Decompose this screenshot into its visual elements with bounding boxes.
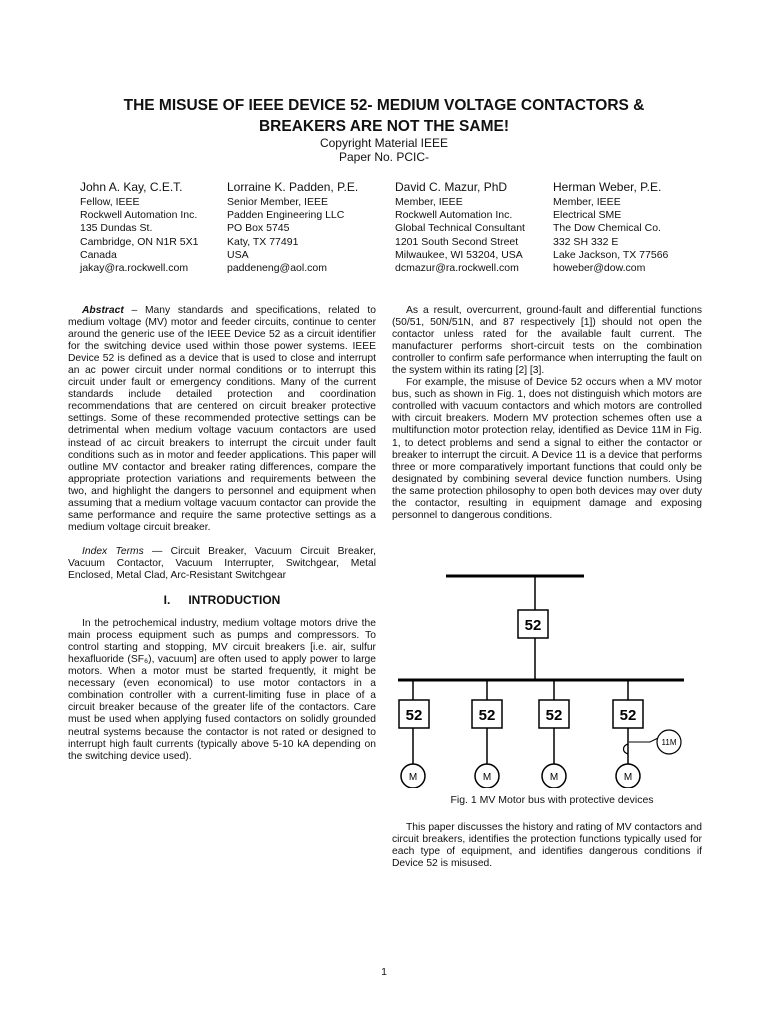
author-email: howeber@dow.com	[553, 262, 646, 275]
paper-subtitle	[200, 136, 568, 164]
author-line: Canada	[80, 248, 117, 261]
author-line: USA	[227, 248, 249, 261]
figure-1-caption: Fig. 1 MV Motor bus with protective devices	[450, 794, 654, 806]
author-3	[395, 180, 525, 275]
left-column	[68, 305, 376, 763]
abstract-label: Abstract	[82, 305, 124, 316]
author-line: Member, IEEE	[553, 196, 621, 208]
motor-label: M	[549, 772, 559, 783]
author-line: Lake Jackson, TX 77566	[553, 248, 669, 261]
page-number: 1	[381, 966, 387, 978]
abstract-text: Many standards and specifications, related to medium voltage (MV) motor and feeder circuits, continue to center around the generic use of the IEEE Device 52 as a circuit identifier for the switching device used within those power systems. IEEE Device 52 is defined as a device that is used to close and interrupt an ac power circuit under normal conditions or to interrupt this circuit under fault or emergency conditions. Many of the current standards include detailed protection and coordination recommendations that are centered on circuit breaker protective settings. Some of these recommended protective settings can be detrimental when medium voltage vacuum contactors are used instead of ac circuit breakers to interrupt the circuit under fault conditions such as in motor and feeder applications. This paper will outline MV contactor and breaker rating differences, compare the appropriate protection variations and requirements between the two, and highlight the dangers to personnel and equipment when assuming that a medium voltage vacuum contactor can provide the same performance and require the same protective settings as a medium voltage circuit breaker.	[68, 305, 376, 533]
author-line: Fellow, IEEE	[80, 196, 140, 208]
author-email: jakay@ra.rockwell.com	[80, 262, 189, 275]
index-terms-dash: —	[143, 545, 171, 557]
body-paragraph: This paper discusses the history and rating of MV contactors and circuit breakers, identifies the protection functions typically used for each type of equipment, and identifies dangerous conditions if Device 52 is misused.	[392, 822, 702, 870]
index-terms-label: Index Terms	[82, 545, 144, 557]
feeder-breaker-label: 52	[545, 707, 563, 724]
feeder-breaker-label: 52	[478, 707, 496, 724]
section-title: INTRODUCTION	[188, 593, 281, 608]
author-line: Padden Engineering LLC	[227, 209, 345, 222]
figure-1-diagram	[392, 568, 712, 788]
right-column-bottom	[392, 822, 702, 870]
author-name: John A. Kay, C.E.T.	[80, 180, 183, 194]
author-line: 1201 South Second Street	[395, 235, 519, 248]
section-heading	[68, 594, 376, 606]
author-line: PO Box 5745	[227, 222, 290, 235]
author-line: Senior Member, IEEE	[227, 196, 328, 208]
right-column-top	[392, 305, 702, 522]
author-name: David C. Mazur, PhD	[395, 180, 508, 194]
author-line: Member, IEEE	[395, 196, 463, 208]
index-terms-text: Circuit Breaker, Vacuum Circuit Breaker, Vacuum Contactor, Vacuum Interrupter, Switchgear, Metal Enclosed, Metal Clad, Arc-Resistant Switchgear	[68, 545, 376, 581]
author-email: dcmazur@ra.rockwell.com	[395, 262, 519, 275]
author-line: Milwaukee, WI 53204, USA	[395, 248, 523, 261]
abstract-dash: –	[123, 305, 145, 316]
feeder-breaker-label: 52	[619, 707, 637, 724]
author-line: The Dow Chemical Co.	[553, 222, 661, 235]
title-line-1: THE MISUSE OF IEEE DEVICE 52- MEDIUM VOLTAGE CONTACTORS &	[123, 97, 645, 114]
relay-signal-line	[629, 738, 658, 742]
relay-11m-label: 11M	[661, 738, 677, 747]
motor-label: M	[623, 772, 633, 783]
author-4	[553, 180, 668, 275]
motor-label: M	[408, 772, 418, 783]
intro-paragraph: In the petrochemical industry, medium voltage motors drive the main process equipment such as pumps and compressors. To control starting and stopping, MV circuit breakers [i.e. air, sulfur hexafluoride (SF₆), vacuum] are often used to apply power to large motors. When a motor must be started frequently, it might be necessary (even economical) to use motor contactors in a combination controller with a current-limiting fuse in place of a circuit breaker because of the greater life of the contactors. Care must be used when applying fused contactors on solidly grounded neutral systems because the contactor is not rated or designed to interrupt high fault currents (typically above 5-10 kA depending on the switching device used).	[68, 618, 376, 762]
author-name: Herman Weber, P.E.	[553, 180, 662, 194]
author-2	[227, 180, 358, 275]
author-line: Rockwell Automation Inc.	[80, 209, 198, 222]
motor-label: M	[482, 772, 492, 783]
author-1	[80, 180, 198, 275]
author-line: Electrical SME	[553, 209, 622, 222]
body-paragraph: As a result, overcurrent, ground-fault and differential functions (50/51, 50N/51N, and 87 respectively [1]) should not open the contactor unless rated for the available fault current. The manufacturer performs short-circuit tests on the combination controller to confirm safe performance when interrupting the fault on the system within its rating [2] [3].	[392, 305, 702, 377]
author-line: Katy, TX 77491	[227, 235, 299, 248]
paper-number: Paper No. PCIC-	[338, 150, 430, 164]
author-email: paddeneng@aol.com	[227, 262, 327, 275]
body-paragraph: For example, the misuse of Device 52 occurs when a MV motor bus, such as shown in Fig. 1, does not distinguish which motors are controlled with vacuum contactors and which motors are controlled with circuit breakers. Modern MV protection schemes often use a multifunction motor protection relay, identified as Device 11M in Fig. 1, to detect problems and send a signal to either the contactor or breaker to interrupt the circuit. A Device 11 is a device that performs three or more comparatively important functions that could only be designated by combining several device function numbers. Using the same protection philosophy to open both devices may over duty the contactor, resulting in equipment damage and exposing personnel to dangerous conditions.	[392, 377, 702, 521]
section-number: I.	[163, 593, 171, 608]
author-line: Global Technical Consultant	[395, 222, 525, 235]
abstract-paragraph	[68, 305, 376, 534]
index-terms-paragraph	[68, 546, 376, 582]
author-line: 332 SH 332 E	[553, 235, 619, 248]
paper-title	[60, 95, 708, 137]
copyright-line: Copyright Material IEEE	[319, 136, 449, 150]
author-name: Lorraine K. Padden, P.E.	[227, 180, 359, 194]
main-breaker-label: 52	[524, 617, 542, 634]
title-line-2: BREAKERS ARE NOT THE SAME!	[258, 118, 510, 135]
author-line: Rockwell Automation Inc.	[395, 209, 513, 222]
author-line: Cambridge, ON N1R 5X1	[80, 235, 199, 248]
feeder-breaker-label: 52	[405, 707, 423, 724]
author-line: 135 Dundas St.	[80, 222, 153, 235]
